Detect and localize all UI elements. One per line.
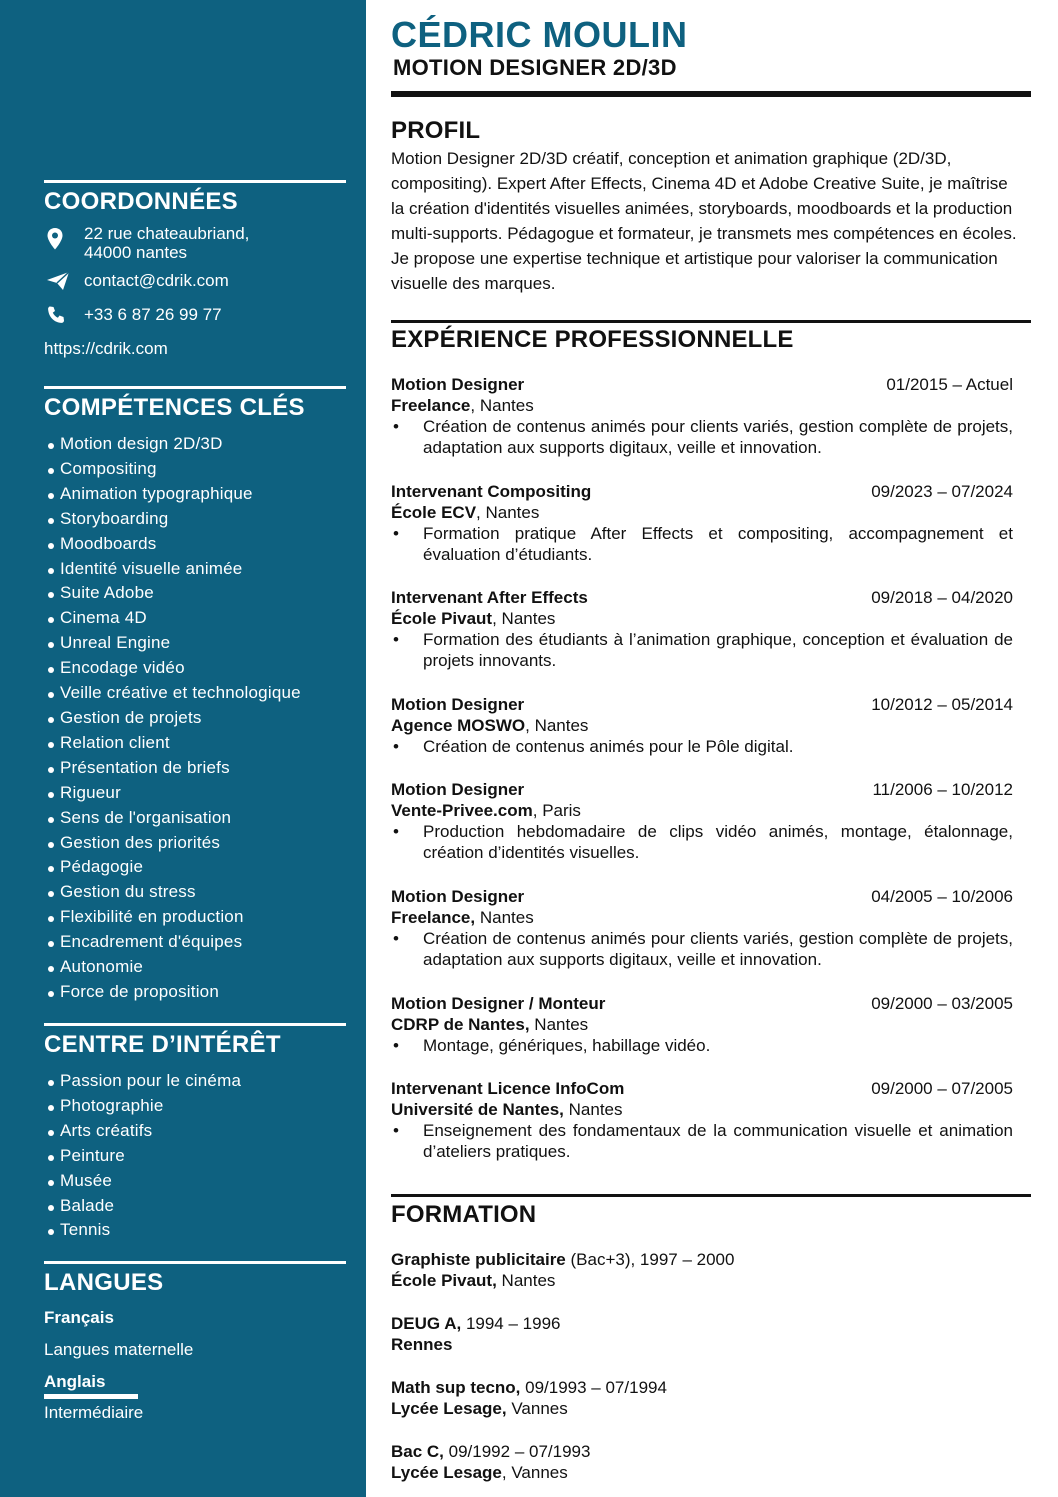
education-entry (391, 1313, 1013, 1355)
edu-degree: Bac C, (391, 1442, 444, 1461)
skills-section (44, 386, 346, 1005)
skill-item: Animation typographique (44, 482, 346, 507)
profile-text: Motion Designer 2D/3D créatif, conception et animation graphique (2D/3D, compositing). Expert After Effects, Cinema 4D et Adobe Creative Suite, je maîtrise la création d'identités visuelles animées, storyboards, moodboards et la production multi-supports. Pédagogue et formateur, je transmets mes compétences en écoles. Je propose une expertise technique et artistique pour valoriser la communication visuelle des marques. (391, 149, 1017, 293)
website-link[interactable]: https://cdrik.com (44, 339, 168, 358)
experience-entry: Intervenant After Effects 09/2018 – 04/2020 École Pivaut, Nantes • Formation des étudiants à l’animation graphique, conception et évaluation de projets innovants. (391, 588, 1013, 670)
edu-school: Rennes (391, 1335, 453, 1354)
edu-school: Lycée Lesage (391, 1463, 502, 1482)
exp-place: Nantes (475, 908, 534, 927)
interest-item: Balade (44, 1194, 346, 1219)
contact-section (44, 180, 346, 358)
skill-item: Pédagogie (44, 855, 346, 880)
exp-dates: 04/2005 – 10/2006 (871, 887, 1013, 906)
skill-item: Gestion des priorités (44, 831, 346, 856)
section-divider (44, 1023, 346, 1026)
exp-role: Intervenant Licence InfoCom (391, 1079, 625, 1098)
education-title: FORMATION (391, 1201, 537, 1228)
skill-item: Identité visuelle animée (44, 557, 346, 582)
interests-section (44, 1023, 346, 1243)
experience-title: EXPÉRIENCE PROFESSIONNELLE (391, 326, 794, 353)
edu-degree: DEUG A, (391, 1314, 462, 1333)
edu-school: Lycée Lesage, (391, 1399, 507, 1418)
language-level: Langues maternelle (44, 1340, 194, 1359)
exp-desc: Production hebdomadaire de clips vidéo animés, montage, étalonnage, création d’identités visuelles. (423, 822, 1013, 862)
experience-entry: Intervenant Licence InfoCom 09/2000 – 07/2005 Université de Nantes, Nantes • Enseignement des fondamentaux de la communication visuelle et animation d’ateliers pratiques. (391, 1079, 1013, 1161)
interests-list (44, 1069, 346, 1243)
education-entry (391, 1249, 1013, 1291)
profile-title: PROFIL (391, 117, 481, 144)
skill-item: Cinema 4D (44, 606, 346, 631)
exp-org: École Pivaut (391, 609, 493, 628)
exp-place: , Nantes (492, 609, 556, 628)
languages-title: LANGUES (44, 1269, 164, 1296)
skill-item: Rigueur (44, 781, 346, 806)
exp-place: Nantes (529, 1015, 589, 1034)
skill-item: Sens de l'organisation (44, 806, 346, 831)
interest-item: Passion pour le cinéma (44, 1069, 346, 1094)
experience-entry: Motion Designer 10/2012 – 05/2014 Agence MOSWO, Nantes • Création de contenus animés pour le Pôle digital. (391, 695, 1013, 756)
exp-role: Motion Designer (391, 780, 525, 799)
exp-place: , Nantes (470, 396, 534, 415)
exp-org: Agence MOSWO (391, 716, 526, 735)
exp-role: Motion Designer (391, 375, 525, 394)
exp-desc: Création de contenus animés pour clients variés, gestion complète de projets, adaptation aux supports digitaux, veille et innovation. (423, 417, 1013, 457)
interest-item: Musée (44, 1169, 346, 1194)
interests-title: CENTRE D’INTÉRÊT (44, 1031, 281, 1058)
phone-row (44, 305, 346, 325)
exp-desc: Enseignement des fondamentaux de la communication visuelle et animation d’ateliers pratiques. (423, 1121, 1013, 1161)
skill-item: Encodage vidéo (44, 656, 346, 681)
sidebar (0, 0, 366, 1497)
exp-place: Nantes (563, 1100, 623, 1119)
skill-item: Présentation de briefs (44, 756, 346, 781)
skill-item: Unreal Engine (44, 631, 346, 656)
education-entry (391, 1441, 1013, 1483)
edu-detail: 09/1993 – 07/1994 (520, 1378, 667, 1397)
skill-item: Veille créative et technologique (44, 681, 346, 706)
skill-item: Suite Adobe (44, 581, 346, 606)
exp-org: École ECV (391, 503, 477, 522)
section-divider (44, 180, 346, 183)
exp-role: Intervenant Compositing (391, 482, 592, 501)
phone-icon (44, 305, 84, 325)
exp-dates: 10/2012 – 05/2014 (871, 695, 1013, 714)
job-title: MOTION DESIGNER 2D/3D (393, 55, 677, 80)
skill-item: Storyboarding (44, 507, 346, 532)
exp-desc: Formation des étudiants à l’animation graphique, conception et évaluation de projets innovants. (423, 630, 1013, 670)
skills-list (44, 432, 346, 1005)
skill-item: Flexibilité en production (44, 905, 346, 930)
language-level-bar (44, 1394, 138, 1399)
interest-item: Tennis (44, 1218, 346, 1243)
language-level: Intermédiaire (44, 1403, 144, 1422)
exp-dates: 09/2018 – 04/2020 (871, 588, 1013, 607)
address-line1: 22 rue chateaubriand, (84, 224, 250, 243)
exp-org: Freelance (391, 396, 471, 415)
contact-title: COORDONNÉES (44, 188, 238, 215)
language-name: Français (44, 1308, 114, 1327)
section-divider (44, 1261, 346, 1264)
skill-item: Encadrement d'équipes (44, 930, 346, 955)
exp-org: Université de Nantes, (391, 1100, 564, 1119)
exp-place: , Nantes (525, 716, 589, 735)
skill-item: Motion design 2D/3D (44, 432, 346, 457)
skill-item: Force de proposition (44, 980, 346, 1005)
exp-role: Motion Designer (391, 695, 525, 714)
skill-item: Gestion du stress (44, 880, 346, 905)
interest-item: Peinture (44, 1144, 346, 1169)
exp-role: Motion Designer / Monteur (391, 994, 606, 1013)
skill-item: Gestion de projets (44, 706, 346, 731)
edu-degree: Math sup tecno, (391, 1378, 521, 1397)
email-link[interactable]: contact@cdrik.com (84, 271, 229, 290)
interest-item: Arts créatifs (44, 1119, 346, 1144)
experience-entry: Motion Designer / Monteur 09/2000 – 03/2005 CDRP de Nantes, Nantes • Montage, génériques, habillage vidéo. (391, 994, 1013, 1055)
skill-item: Autonomie (44, 955, 346, 980)
header-divider (391, 91, 1031, 97)
edu-place: Vannes (506, 1399, 568, 1418)
exp-desc: Création de contenus animés pour clients variés, gestion complète de projets, adaptation aux supports digitaux, veille et innovation. (423, 929, 1013, 969)
phone-number: +33 6 87 26 99 77 (84, 305, 222, 324)
languages-section (44, 1261, 346, 1424)
address-row (44, 224, 346, 262)
candidate-name: CÉDRIC MOULIN (391, 14, 688, 55)
edu-detail: 09/1992 – 07/1993 (443, 1442, 591, 1461)
exp-dates: 11/2006 – 10/2012 (872, 780, 1013, 799)
exp-role: Intervenant After Effects (391, 588, 588, 607)
edu-degree: Graphiste publicitaire (391, 1250, 566, 1269)
section-divider (391, 1194, 1031, 1197)
skill-item: Compositing (44, 457, 346, 482)
interest-item: Photographie (44, 1094, 346, 1119)
exp-dates: 01/2015 – Actuel (886, 375, 1013, 394)
skill-item: Relation client (44, 731, 346, 756)
edu-place: , Vannes (501, 1463, 568, 1482)
education-entry (391, 1377, 1013, 1419)
experience-entry: Motion Designer 04/2005 – 10/2006 Freelance, Nantes • Création de contenus animés pour clients variés, gestion complète de projets, adaptation aux supports digitaux, veille et innovation. (391, 887, 1013, 969)
paper-plane-icon (44, 271, 84, 291)
edu-detail: (Bac+3), 1997 – 2000 (565, 1250, 735, 1269)
skill-item: Moodboards (44, 532, 346, 557)
location-pin-icon (44, 224, 84, 251)
exp-desc: Formation pratique After Effects et compositing, accompagnement et évaluation d’étudiants. (423, 524, 1013, 564)
experience-entry: Motion Designer 11/2006 – 10/2012 Vente-Privee.com, Paris • Production hebdomadaire de clips vidéo animés, montage, étalonnage, création d’identités visuelles. (391, 780, 1013, 862)
address-line2: 44000 nantes (84, 243, 188, 262)
exp-role: Motion Designer (391, 887, 525, 906)
experience-entry: Motion Designer 01/2015 – Actuel Freelance, Nantes • Création de contenus animés pour clients variés, gestion complète de projets, adaptation aux supports digitaux, veille et innovation. (391, 375, 1013, 457)
skills-title: COMPÉTENCES CLÉS (44, 394, 305, 421)
exp-org: Vente-Privee.com (391, 801, 533, 820)
exp-org: Freelance, (391, 908, 476, 927)
exp-dates: 09/2023 – 07/2024 (871, 482, 1013, 501)
language-name: Anglais (44, 1372, 106, 1391)
section-divider (391, 320, 1031, 323)
exp-org: CDRP de Nantes, (391, 1015, 530, 1034)
email-row (44, 271, 346, 291)
exp-place: , Nantes (476, 503, 540, 522)
exp-dates: 09/2000 – 07/2005 (871, 1079, 1013, 1098)
edu-place: Nantes (496, 1271, 556, 1290)
exp-dates: 09/2000 – 03/2005 (871, 994, 1013, 1013)
edu-school: École Pivaut, (391, 1271, 497, 1290)
section-divider (44, 386, 346, 389)
exp-desc: Création de contenus animés pour le Pôle digital. (423, 737, 794, 756)
exp-desc: Montage, génériques, habillage vidéo. (423, 1036, 711, 1055)
experience-entry: Intervenant Compositing 09/2023 – 07/2024 École ECV, Nantes • Formation pratique After Effects et compositing, accompagnement et évaluation d’étudiants. (391, 482, 1013, 564)
edu-detail: 1994 – 1996 (461, 1314, 561, 1333)
exp-place: , Paris (532, 801, 581, 820)
